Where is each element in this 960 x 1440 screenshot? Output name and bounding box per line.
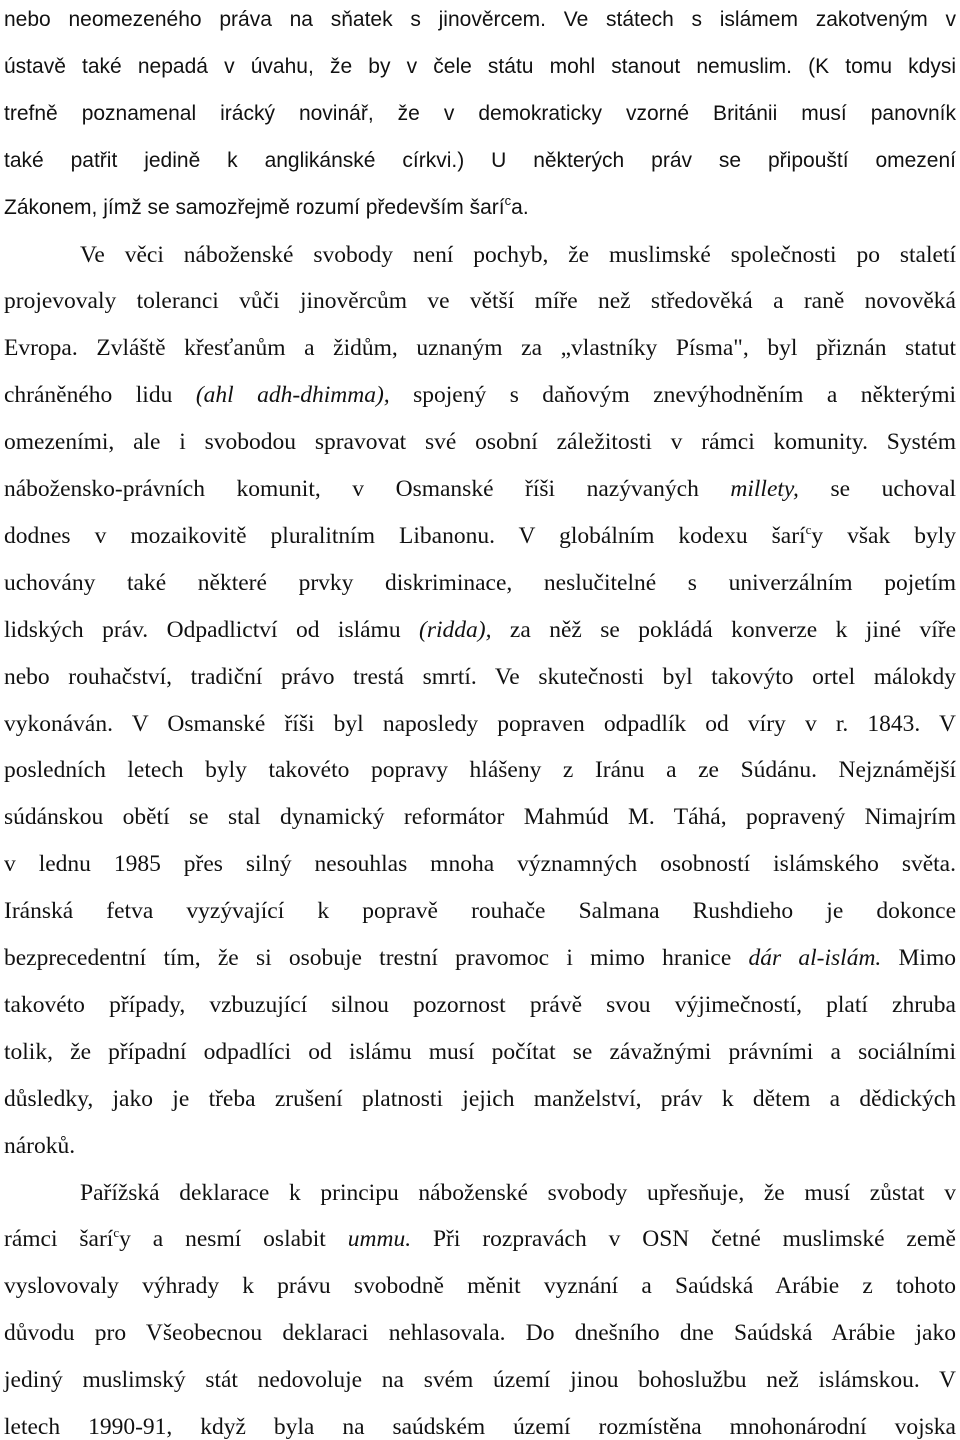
italic-term: dár al-islám. — [748, 945, 882, 971]
text-span: vykonáván. V Osmanské říši byl naposledy popraven odpadlík od víry v r. 1843. V — [4, 710, 956, 737]
text-line — [4, 281, 956, 321]
text-span: také patřit jedině k anglikánské církvi.) U některých práv se připouští omezení — [4, 148, 956, 172]
text-span: důsledky, jako je třeba zrušení platnosti jejich manželství, práv k dětem a dědických — [4, 1085, 956, 1112]
text-line — [4, 1360, 956, 1400]
text-span: Při rozpravách v OSN četné muslimské země — [411, 1226, 956, 1253]
text-line — [4, 1313, 956, 1353]
superscript: c — [805, 521, 812, 537]
text-line — [4, 94, 956, 134]
text-line — [4, 516, 956, 556]
superscript: c — [504, 192, 512, 208]
text-line — [4, 985, 956, 1025]
text-span: Ve věci náboženské svobody není pochyb, že muslimské společnosti po staletí — [80, 241, 956, 268]
text-span: rámci šarí — [4, 1226, 114, 1253]
text-span: projevovaly toleranci vůči jinověrcům ve větší míře než středověká a raně novověká — [4, 288, 956, 315]
text-span: nebo rouhačství, tradiční právo trestá smrtí. Ve skutečnosti byl takovýto ortel málokdy — [4, 663, 956, 690]
text-span: takovéto případy, vzbuzující silnou pozornost právě svou výjimečností, platí zhruba — [4, 991, 956, 1018]
text-line — [4, 750, 956, 790]
text-span: letech 1990-91, když byla na saúdském území rozmístěna mnohonárodní vojska — [4, 1414, 956, 1440]
text-span: spojený s daňovým znevýhodněním a některými — [389, 382, 956, 409]
text-span: Evropa. Zvláště křesťanům a židům, uznaným za „vlastníky Písma", byl přiznán statut — [4, 335, 956, 362]
text-span: Pařížská deklarace k principu náboženské svobody upřesňuje, že musí zůstat v — [80, 1179, 956, 1206]
text-span: Zákonem, jímž se samozřejmě rozumí především šarí — [4, 195, 505, 219]
text-line — [4, 422, 956, 462]
text-line — [4, 797, 956, 837]
italic-term: ummu. — [347, 1226, 412, 1253]
text-span: súdánskou obětí se stal dynamický reformátor Mahmúd M. Táhá, popravený Nimajrím — [4, 804, 956, 831]
text-span: tolik, že případní odpadlíci od islámu musí počítat se závažnými právními a sociálními — [4, 1038, 956, 1065]
text-span: chráněného lidu — [4, 382, 196, 409]
text-line — [4, 1079, 956, 1119]
text-line — [4, 328, 956, 368]
text-line — [4, 610, 956, 650]
text-span: se uchoval — [798, 476, 957, 502]
text-span: y však byly — [811, 522, 956, 549]
text-span: bezprecedentní tím, že si osobuje trestní pravomoc i mimo hranice — [4, 945, 749, 971]
text-line — [4, 1032, 956, 1072]
text-line — [4, 235, 956, 275]
text-span: a. — [511, 195, 529, 219]
text-line — [4, 1407, 956, 1440]
text-span: nebo neomezeného práva na sňatek s jinověrcem. Ve státech s islámem zakotveným v — [4, 8, 956, 31]
text-span: důvodu pro Všeobecnou deklaraci nehlasovala. Do dnešního dne Saúdská Arábie jako — [4, 1320, 956, 1347]
text-span: jediný muslimský stát nedovoluje na svém území jinou bohoslužbu než islámskou. V — [4, 1367, 956, 1394]
text-line — [4, 0, 956, 40]
text-line — [4, 657, 956, 697]
text-span: Mimo — [881, 945, 956, 971]
text-span: lidských práv. Odpadlictví od islámu — [4, 616, 420, 643]
text-span: nábožensko-právních komunit, v Osmanské říši nazývaných — [4, 476, 731, 502]
text-span: Iránská fetva vyzývající k popravě rouhače Salmana Rushdieho je dokonce — [4, 898, 956, 925]
text-span: nároků. — [4, 1132, 76, 1159]
text-line — [4, 469, 956, 509]
text-line — [4, 844, 956, 884]
italic-term: millety, — [730, 476, 799, 502]
text-line — [4, 1173, 956, 1213]
text-line — [4, 188, 956, 228]
text-span: trefně poznamenal irácký novinář, že v demokraticky vzorné Británii musí panovník — [4, 101, 956, 125]
text-line — [4, 891, 956, 931]
text-span: omezeními, ale i svobodou spravovat své osobní záležitosti v rámci komunity. Systém — [4, 429, 956, 456]
text-span: ústavě také nepadá v úvahu, že by v čele státu mohl stanout nemuslim. (K tomu kdysi — [4, 54, 956, 78]
text-line — [4, 47, 956, 87]
text-span: y a nesmí oslabit — [119, 1226, 348, 1253]
italic-term: (ahl adh-dhimma), — [195, 382, 390, 409]
text-line — [4, 141, 956, 181]
text-line — [4, 1126, 956, 1166]
text-span: vyslovovaly výhrady k právu svobodně měnit vyznání a Saúdská Arábie z tohoto — [4, 1273, 956, 1300]
text-span: uchovány také některé prvky diskriminace, neslučitelné s univerzálním pojetím — [4, 569, 956, 596]
superscript: c — [113, 1225, 120, 1241]
text-span: dodnes v mozaikovitě pluralitním Libanonu. V globálním kodexu šarí — [4, 522, 806, 549]
text-line — [4, 375, 956, 415]
text-line — [4, 938, 956, 978]
italic-term: (ridda), — [419, 616, 492, 643]
text-span: za něž se pokládá konverze k jiné víře — [491, 616, 956, 643]
text-line — [4, 563, 956, 603]
text-span: posledních letech byly takovéto popravy hlášeny z Iránu a ze Súdánu. Nejznámější — [4, 757, 956, 784]
text-line — [4, 704, 956, 744]
text-line — [4, 1219, 956, 1259]
text-line — [4, 1266, 956, 1306]
text-span: v lednu 1985 přes silný nesouhlas mnoha významných osobností islámského světa. — [4, 851, 956, 878]
